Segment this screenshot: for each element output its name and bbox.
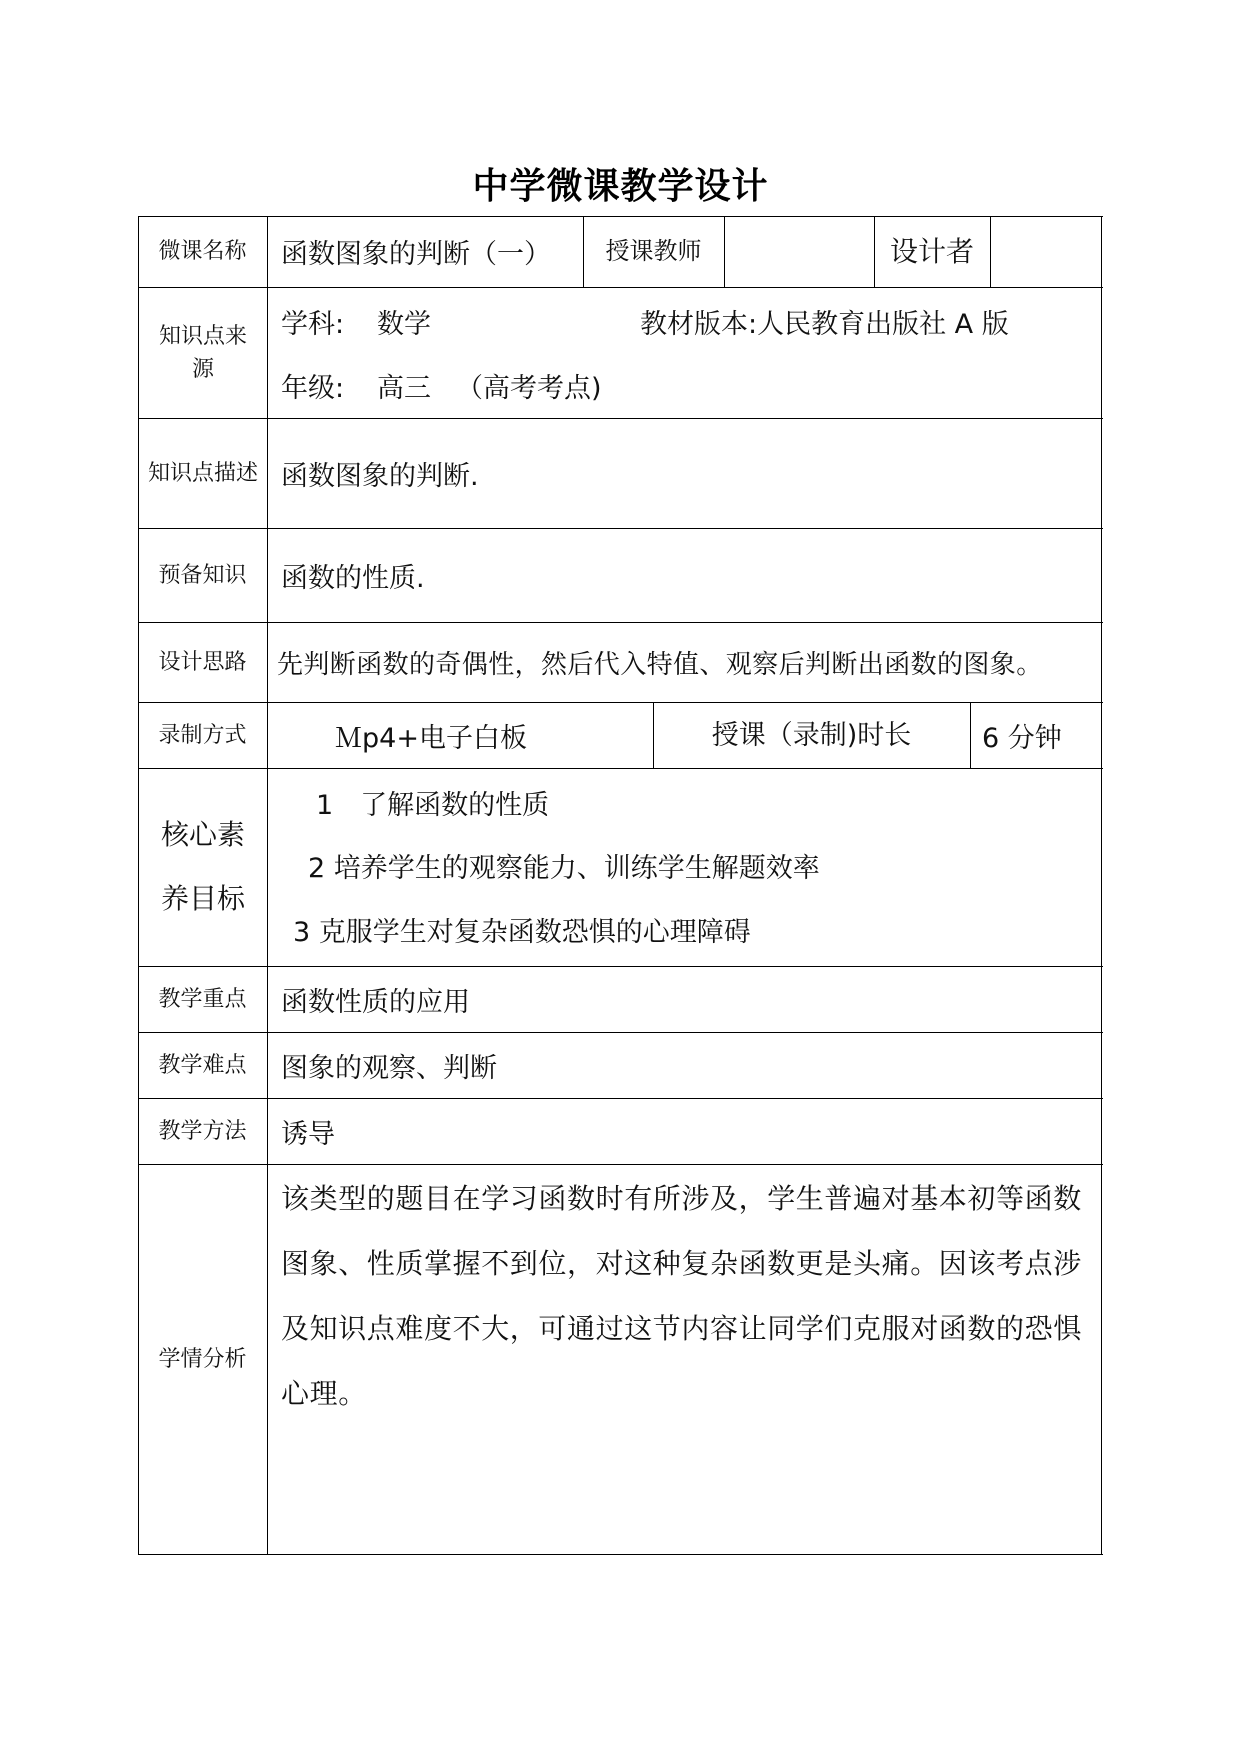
subject-label: 学科: (281, 309, 345, 340)
document-title: 中学微课教学设计 (472, 166, 769, 207)
grade-label: 年级: (281, 373, 345, 404)
learning-analysis-label: 学情分析 (158, 1346, 247, 1372)
learning-analysis-value: 该类型的题目在学习函数时有所涉及，学生普遍对基本初等函数图象、性质掌握不到位，对这种复杂函数更是头痛。因该考点涉及知识点难度不大，可通过这节内容让同学们克服对函数的恐惧心理。 (281, 1182, 1082, 1410)
row-divider (138, 287, 1103, 288)
course-name-label: 微课名称 (158, 239, 247, 264)
duration-label: 授课（录制)时长 (711, 719, 912, 751)
teacher-value (724, 216, 874, 287)
designer-value (990, 216, 1101, 287)
grade-note: （高考考点) (456, 373, 602, 404)
subject-value: 数学 (377, 309, 431, 340)
table-border-bottom (138, 1554, 1103, 1555)
prerequisite-label: 预备知识 (158, 562, 247, 588)
label-column-divider (267, 216, 268, 1555)
prerequisite-value: 函数的性质. (281, 562, 425, 594)
teaching-focus-label: 教学重点 (158, 986, 247, 1012)
core-goals-label: 核心素养目标 (160, 818, 245, 915)
row-divider (138, 1164, 1103, 1165)
knowledge-source-label: 知识点来源 (158, 323, 247, 382)
table-border-right (1101, 216, 1102, 1555)
teaching-difficulty-label: 教学难点 (158, 1052, 247, 1078)
goal-item: 1 了解函数的性质 (316, 790, 550, 821)
recording-method-label: 录制方式 (158, 722, 247, 748)
course-name-value: 函数图象的判断（一） (281, 239, 551, 270)
teaching-method-label: 教学方法 (158, 1118, 247, 1144)
designer-label: 设计者 (889, 235, 974, 268)
row-divider (138, 768, 1103, 769)
goal-item: 3 克服学生对复杂函数恐惧的心理障碍 (293, 917, 751, 948)
knowledge-description-label: 知识点描述 (147, 460, 258, 486)
teaching-focus-value: 函数性质的应用 (281, 986, 470, 1018)
lesson-design-table (138, 216, 1103, 1556)
duration-value: 6 分钟 (982, 722, 1062, 754)
design-idea-label: 设计思路 (158, 649, 247, 675)
teacher-label: 授课教师 (605, 237, 702, 265)
textbook-version: 教材版本:人民教育出版社 A 版 (640, 309, 1009, 340)
goal-item: 2 培养学生的观察能力、训练学生解题效率 (308, 853, 820, 884)
grade-value: 高三 (377, 373, 431, 404)
teaching-method-value: 诱导 (281, 1118, 335, 1150)
recording-method-value: Ｍp4+电子白板 (335, 722, 527, 754)
knowledge-description-value: 函数图象的判断. (281, 460, 479, 492)
design-idea-value: 先判断函数的奇偶性，然后代入特值、观察后判断出函数的图象。 (277, 649, 1043, 680)
teaching-difficulty-value: 图象的观察、判断 (281, 1052, 497, 1084)
